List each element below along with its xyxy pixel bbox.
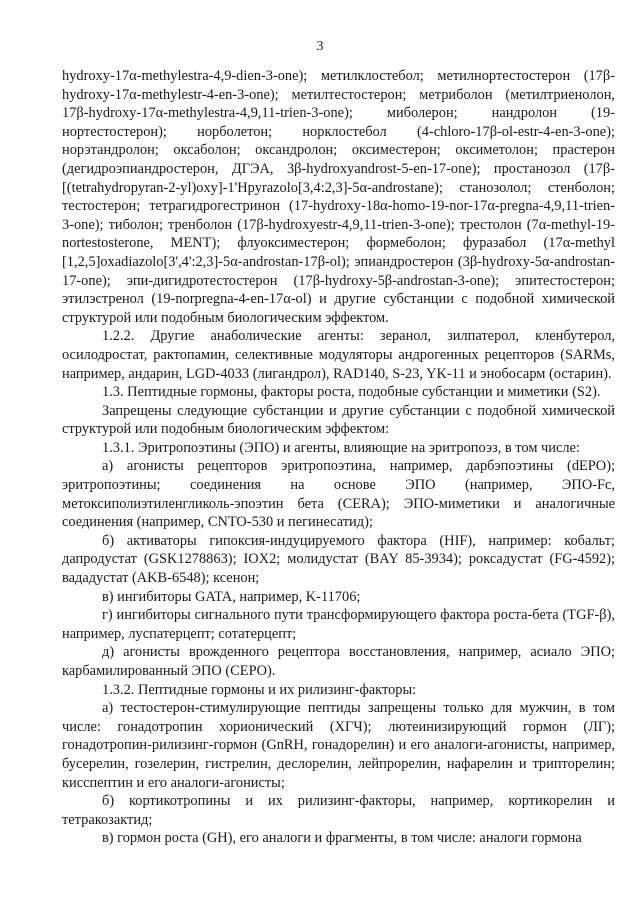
paragraph-prohibited-intro: Запрещены следующие субстанции и другие субстанции с подобной химической структурой или подобным биологическим эффектом: <box>62 402 615 438</box>
paragraph-1-3-1-d: д) агонисты врожденного рецептора восстановления, например, асиало ЭПО; карбамилированный ЭПО (CEPO). <box>62 644 615 679</box>
paragraph-1-3-2-v: в) гормон роста (GH), его аналоги и фрагменты, в том числе: аналоги гормона <box>102 830 582 847</box>
paragraph-1-2-2: 1.2.2. Другие анаболические агенты: зеранол, зилпатерол, кленбутерол, осилодростат, рактопамин, селективные модуляторы андрогенных рецепторов (SARMs, например, андарин, LGD-4033 (лигандрол), RAD140, S-23, YK-11 и энобосарм (остарин). <box>62 328 615 382</box>
paragraph-1-3-1-g: г) ингибиторы сигнального пути трансформирующего фактора роста-бета (TGF-β), например, луспатерцепт; сотатерцепт; <box>62 607 615 642</box>
paragraph-1-3-1-b: б) активаторы гипоксия-индуцируемого фактора (HIF), например: кобальт; дапродустат (GSK1278863); IOX2; молидустат (BAY 85-3934); роксадустат (FG-4592); вададустат (AKB-6548); ксенон; <box>62 532 615 587</box>
paragraph-1-3-heading: 1.3. Пептидные гормоны, факторы роста, подобные субстанции и миметики (S2). <box>102 384 601 401</box>
paragraph-steroid-list-continuation: hydroxy-17α-methylestra-4,9-dien-3-one); метилклостебол; метилнортестостерон (17β-hydroxy-17α-methylestr-4-en-3-one); метилтестостерон; метриболон (метилтриенолон, 17β-hydroxy-17α-methylestra-4,9,11-trien-3-one); миболерон; нандролон (19-нортестостерон); норболетон; норклостебол (4-chloro-17β-ol-estr-4-en-3-one); норэтандролон; оксаболон; оксандролон; оксиместерон; оксиметолон; прастерон (дегидроэпиандростерон, ДГЭА, 3β-hydroxyandrost-5-en-17-one); простанозол (17β-[(tetrahydropyran-2-yl)oxy]-1'Hpyrazolo[3,4:2,3]-5α-androstane); станозолол; стенболон; тестостерон; тетрагидрогестринон (17-hydroxy-18α-homo-19-nor-17α-pregna-4,9,11-trien-3-one); тиболон; тренболон (17β-hydroxyestr-4,9,11-trien-3-one); трестолон (7α-methyl-19-nortestosterone, MENT); флуоксиместерон; формеболон; фуразабол (17α-methyl [1,2,5]oxadiazolo[3',4':2,3]-5α-androstan-17β-ol); эпиандростерон (3β-hydroxy-5α-androstan-17-one); эпи-дигидротестостерон (17β-hydroxy-5β-androstan-3-one); эпитестостерон; этилэстренол (19-norpregna-4-en-17α-ol) и другие субстанции с подобной химической структурой или подобным биологическим эффектом. <box>62 68 615 326</box>
document-body <box>62 67 615 848</box>
paragraph-1-3-1-v: в) ингибиторы GATA, например, K-11706; <box>102 588 361 605</box>
paragraph-1-3-1: 1.3.1. Эритропоэтины (ЭПО) и агенты, влияющие на эритропоэз, в том числе: <box>102 439 580 456</box>
paragraph-1-3-2-a: а) тестостерон-стимулирующие пептиды запрещены только для мужчин, в том числе: гонадотропин хорионический (ХГЧ); лютеинизирующий гормон (ЛГ); гонадотропин-рилизинг-гормон (GnRH, гонадорелин) и его аналоги-агонисты, например, бусерелин, гозелерин, гистрелин, деслорелин, лейпрорелин, нафарелин и трипторелин; кисспептин и его аналоги-агонисты; <box>62 700 615 791</box>
paragraph-1-3-1-a: а) агонисты рецепторов эритропоэтина, например, дарбэпоэтины (dEPO); эритропоэтины; соединения на основе ЭПО (например, ЭПО-Fc, метоксиполиэтиленгликоль-эпоэтин бета (CERA); ЭПО-миметики и аналогичные соединения (например, CNTO-530 и пегинесатид); <box>62 458 615 531</box>
page-number: 3 <box>316 39 324 54</box>
paragraph-1-3-2-b: б) кортикотропины и их рилизинг-факторы, например, кортикорелин и тетракозактид; <box>62 793 615 828</box>
paragraph-1-3-2: 1.3.2. Пептидные гормоны и их рилизинг-факторы: <box>102 681 417 698</box>
